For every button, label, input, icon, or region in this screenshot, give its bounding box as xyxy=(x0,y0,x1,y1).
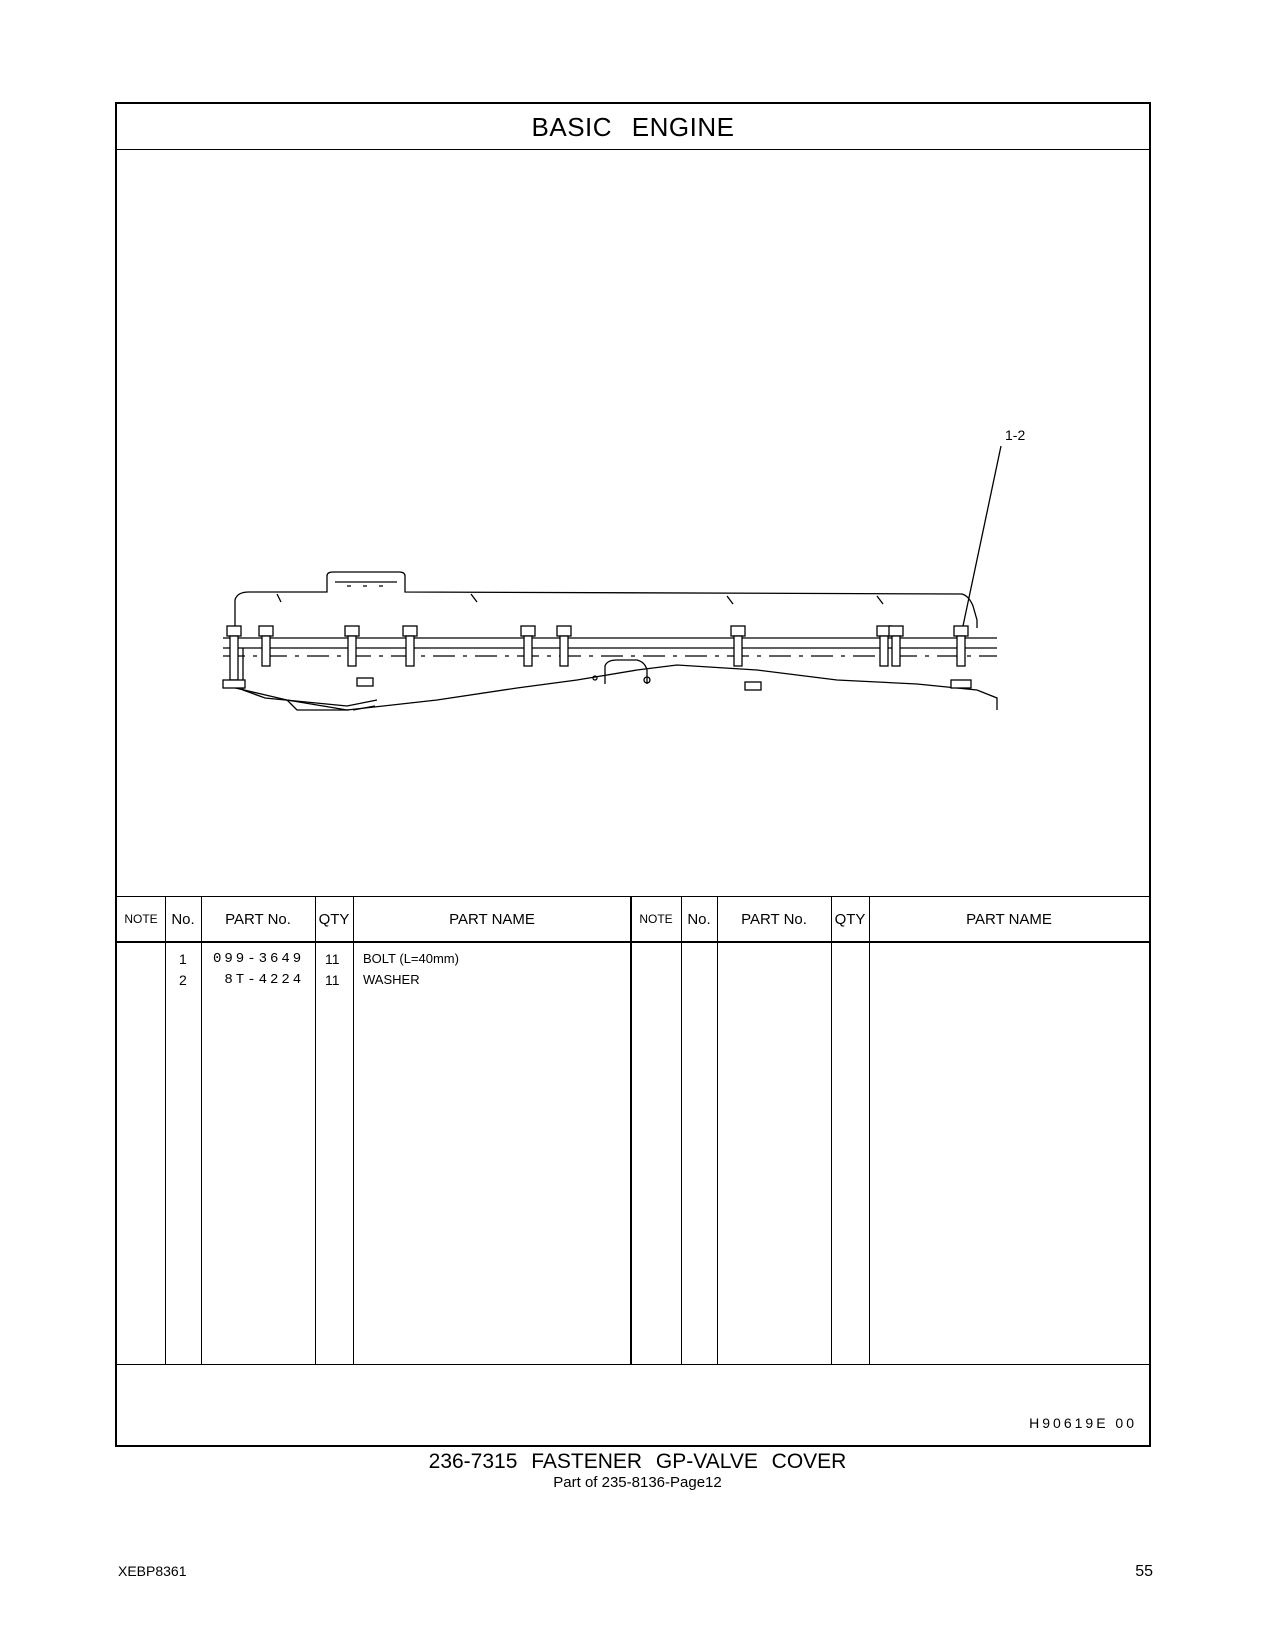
exploded-view-drawing xyxy=(117,150,1149,896)
column-divider xyxy=(717,897,718,1364)
document-id: XEBP8361 xyxy=(118,1563,187,1579)
column-divider xyxy=(315,897,316,1364)
page-number: 55 xyxy=(1135,1563,1153,1580)
header-no-right: No. xyxy=(687,911,711,928)
row-qty: 11 xyxy=(325,951,340,967)
column-divider xyxy=(353,897,354,1364)
row-no: 2 xyxy=(179,972,187,988)
header-divider xyxy=(117,941,1149,943)
column-divider xyxy=(681,897,682,1364)
row-qty: 11 xyxy=(325,972,340,988)
section-title: BASIC ENGINE xyxy=(117,104,1149,150)
header-note-right: NOTE xyxy=(639,912,673,926)
row-part-name: BOLT (L=40mm) xyxy=(363,951,459,966)
row-part-no: 8T-4224 xyxy=(213,972,305,988)
row-part-name: WASHER xyxy=(363,972,420,987)
column-divider xyxy=(869,897,870,1364)
header-partname-left: PART NAME xyxy=(449,911,535,928)
row-no: 1 xyxy=(179,951,187,967)
row-part-no: 099-3649 xyxy=(213,951,305,967)
header-note-left: NOTE xyxy=(124,912,158,926)
header-partno-left: PART No. xyxy=(225,911,291,928)
column-divider xyxy=(630,897,632,1364)
group-subcaption: Part of 235-8136-Page12 xyxy=(553,1474,722,1491)
header-qty-right: QTY xyxy=(834,911,866,928)
header-partno-right: PART No. xyxy=(741,911,807,928)
group-caption: 236-7315 FASTENER GP-VALVE COVER xyxy=(428,1450,847,1473)
parts-table xyxy=(117,896,1149,1364)
column-divider xyxy=(165,897,166,1364)
figure-footer xyxy=(117,1364,1149,1445)
valve-cover-illustration xyxy=(117,150,1149,896)
header-qty-left: QTY xyxy=(318,911,350,928)
parts-sheet-frame xyxy=(115,102,1151,1447)
column-divider xyxy=(831,897,832,1364)
header-no-left: No. xyxy=(171,911,195,928)
column-divider xyxy=(201,897,202,1364)
header-partname-right: PART NAME xyxy=(966,911,1052,928)
callout-label: 1-2 xyxy=(1005,427,1026,443)
figure-code: H90619E 00 xyxy=(1029,1415,1137,1431)
